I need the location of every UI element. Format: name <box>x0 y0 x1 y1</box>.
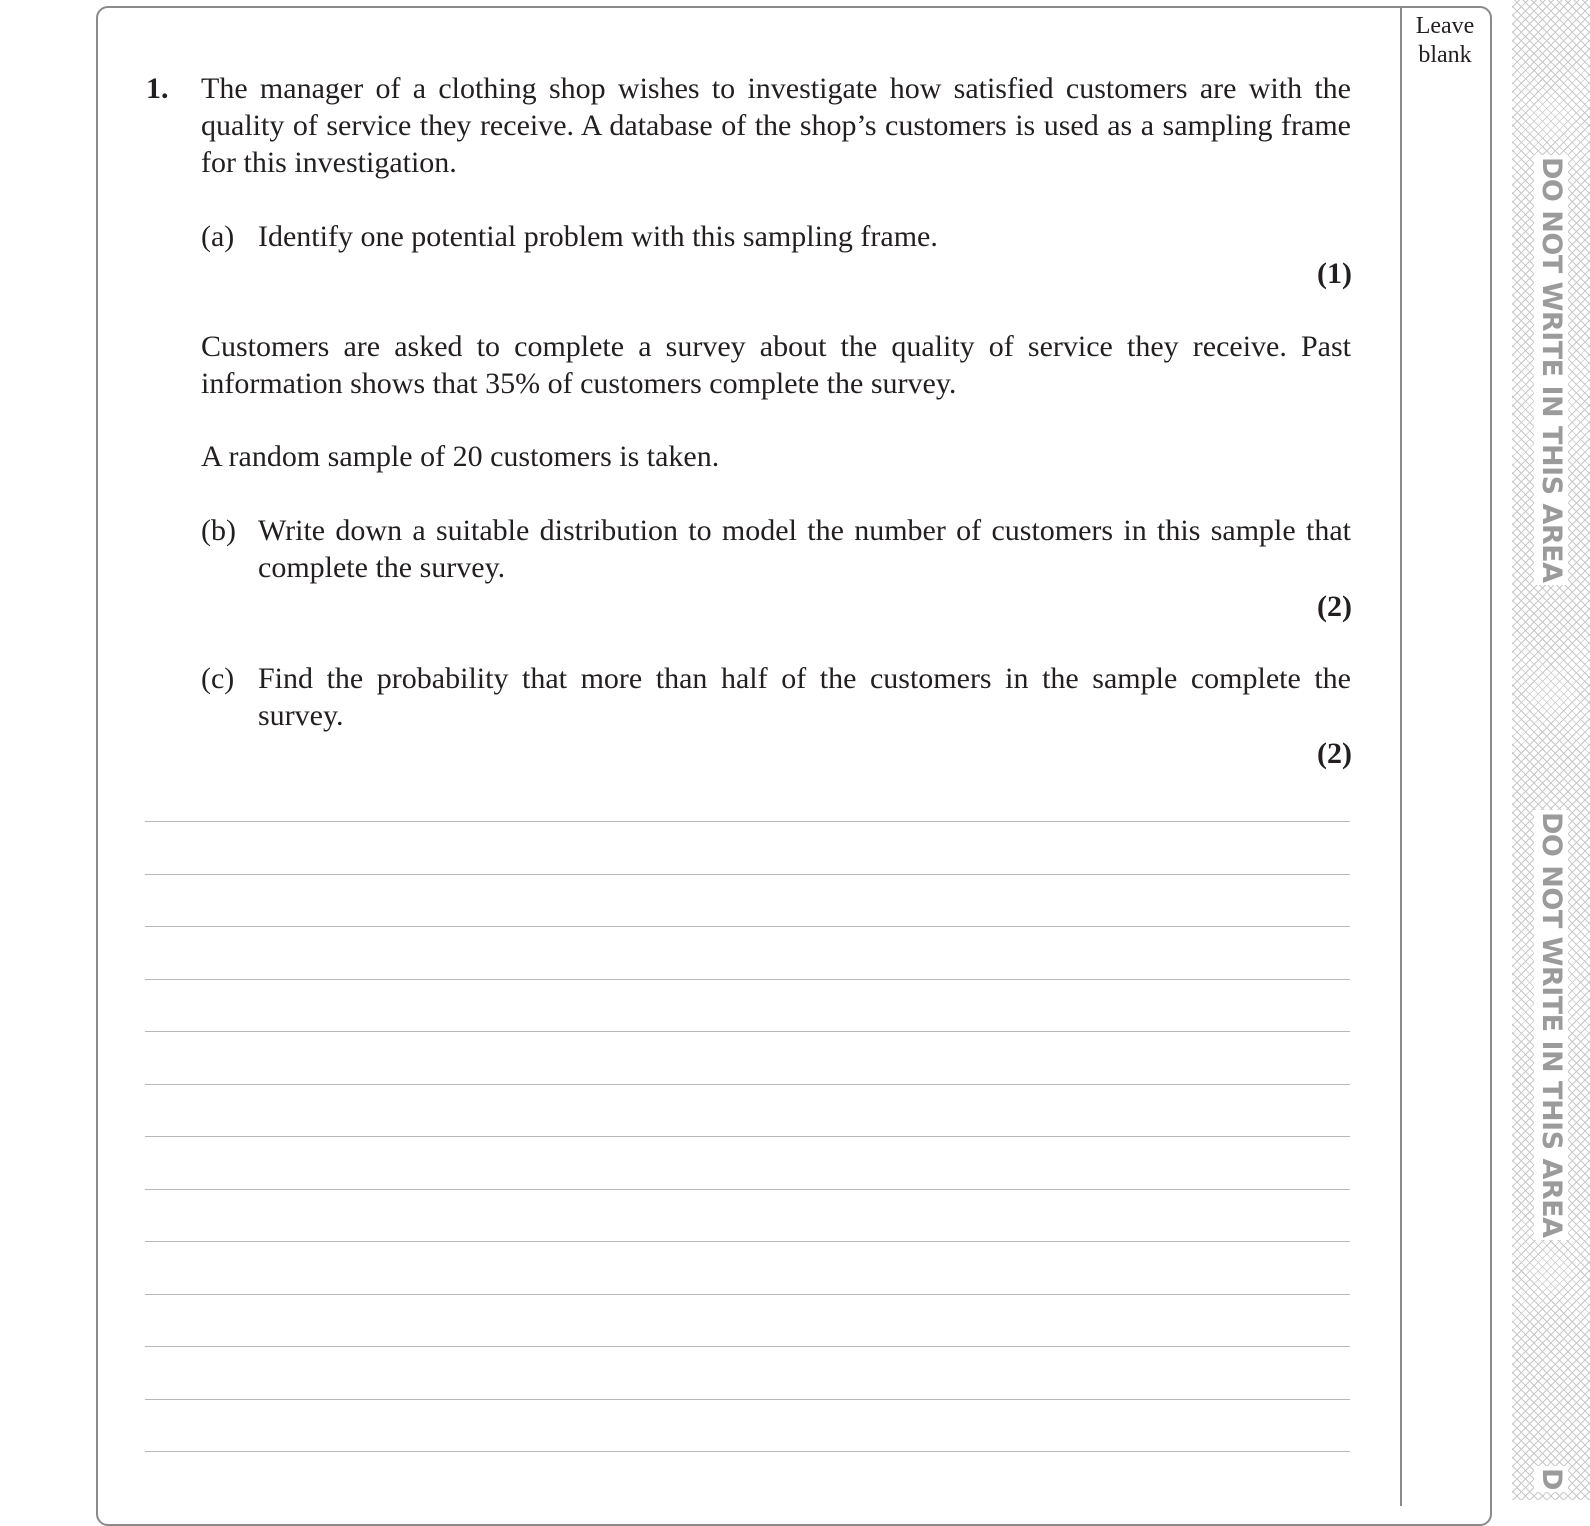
part-b-marks: (2) <box>1317 590 1352 623</box>
do-not-write-warning: DO NOT WRITE IN THIS AREA <box>1536 812 1567 1238</box>
answer-line[interactable] <box>145 1031 1350 1032</box>
answer-line[interactable] <box>145 1294 1350 1295</box>
question-number: 1. <box>146 72 169 105</box>
answer-line[interactable] <box>145 1241 1350 1242</box>
part-c-text: Find the probability that more than half of the customers in the sample complete the survey. <box>258 662 1351 732</box>
survey-info: Customers are asked to complete a survey about the quality of service they receive. Past information shows that 35% of customers complete the survey. <box>201 330 1351 400</box>
part-b-text: Write down a suitable distribution to model the number of customers in this sample that complete the survey. <box>258 514 1351 584</box>
part-b-label: (b) <box>201 514 236 547</box>
answer-line[interactable] <box>145 1346 1350 1347</box>
answer-area[interactable] <box>145 0 1350 1500</box>
part-c-marks: (2) <box>1317 737 1352 770</box>
answer-line[interactable] <box>145 926 1350 927</box>
answer-line[interactable] <box>145 1451 1350 1452</box>
question-stem: The manager of a clothing shop wishes to investigate how satisfied customers are with the quality of service they receive. A database of the shop’s customers is used as a sampling frame for this investigation. <box>201 72 1351 179</box>
do-not-write-warning-cut: D <box>1536 1468 1567 1490</box>
leave-blank-label: Leave blank <box>1415 13 1475 68</box>
part-a-text: Identify one potential problem with this sampling frame. <box>258 220 938 253</box>
part-a-marks: (1) <box>1317 257 1352 290</box>
answer-line[interactable] <box>145 979 1350 980</box>
answer-line[interactable] <box>145 1189 1350 1190</box>
part-a-label: (a) <box>201 220 235 253</box>
part-c-label: (c) <box>201 662 235 695</box>
answer-line[interactable] <box>145 821 1350 822</box>
answer-line[interactable] <box>145 874 1350 875</box>
answer-line[interactable] <box>145 1084 1350 1085</box>
sample-statement: A random sample of 20 customers is taken. <box>201 440 720 473</box>
answer-line[interactable] <box>145 1136 1350 1137</box>
do-not-write-warning: DO NOT WRITE IN THIS AREA <box>1536 157 1567 583</box>
leave-blank-divider <box>1400 6 1402 1506</box>
answer-line[interactable] <box>145 1399 1350 1400</box>
